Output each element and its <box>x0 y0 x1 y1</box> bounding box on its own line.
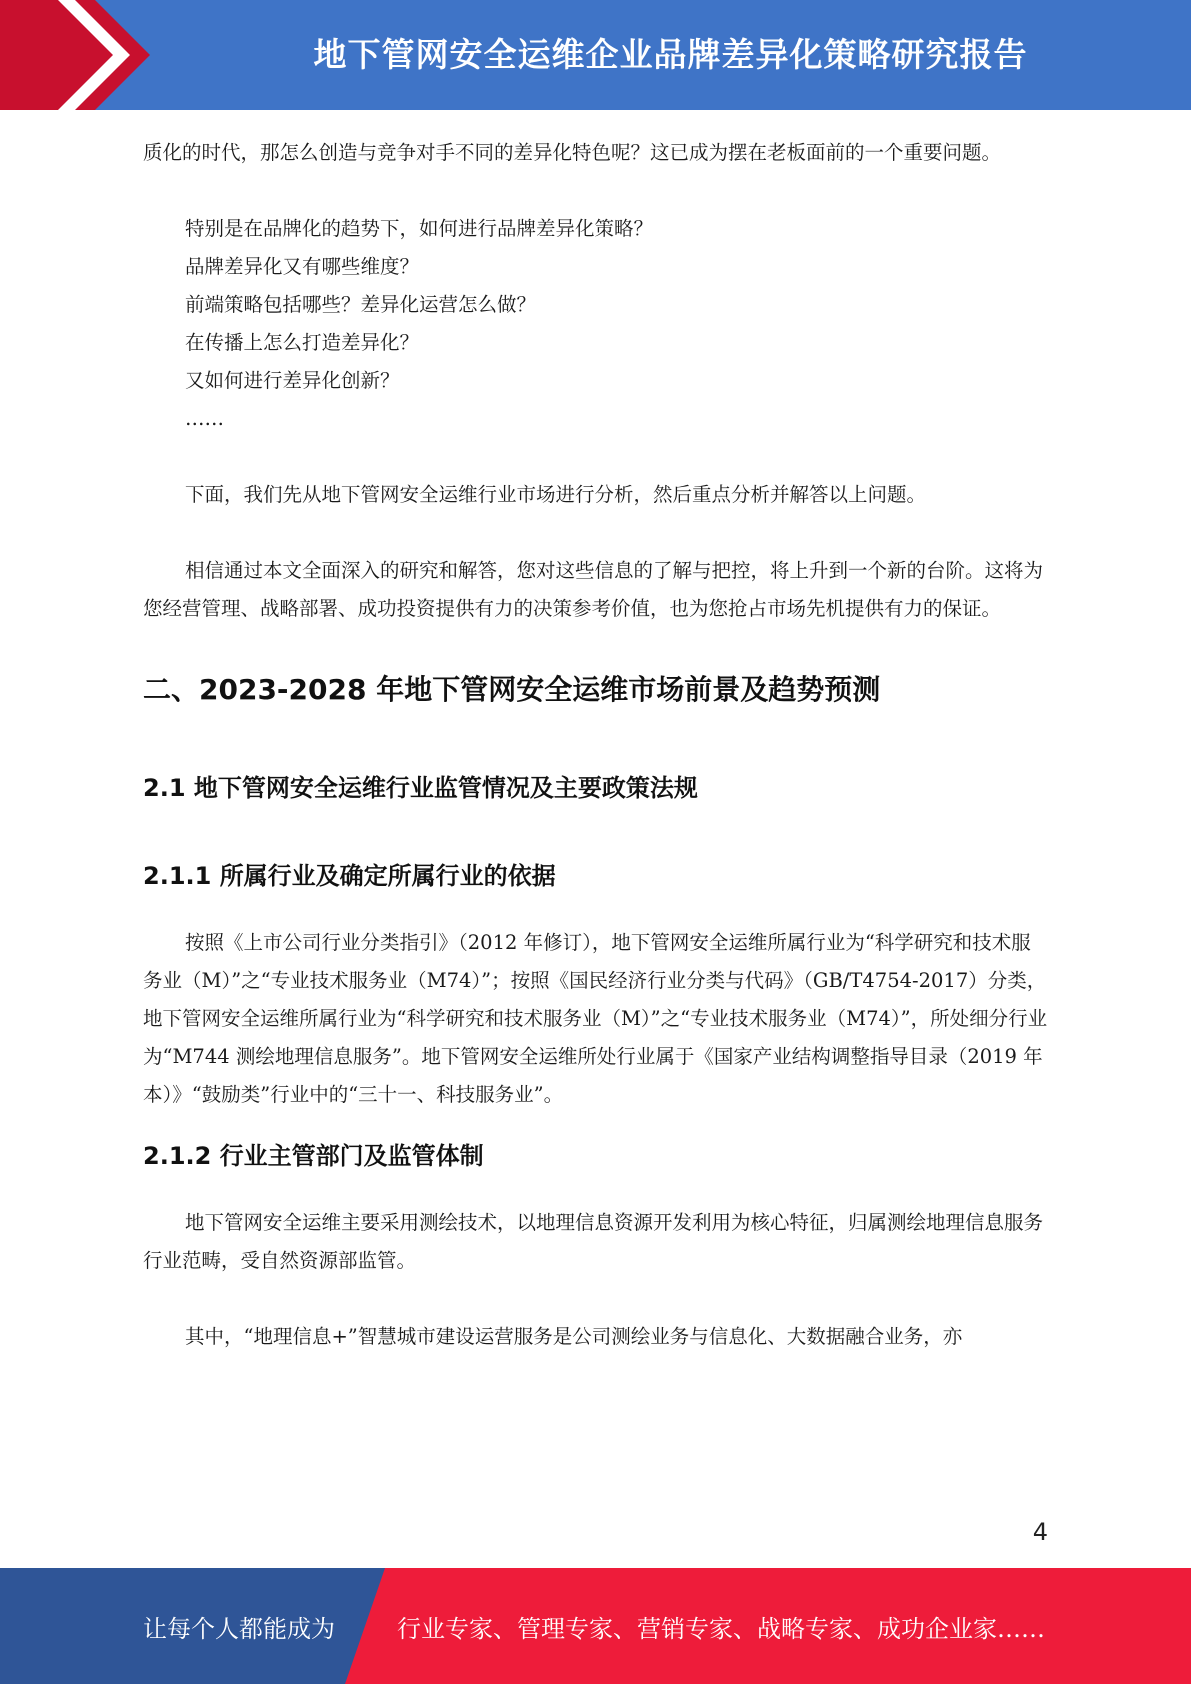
page-header <box>0 0 1191 110</box>
red-chevron-decoration <box>0 0 160 110</box>
intro-paragraph: 下面，我们先从地下管网安全运维行业市场进行分析，然后重点分析并解答以上问题。 <box>185 483 927 506</box>
question-item: …… <box>185 407 224 430</box>
body-paragraph: 按照《上市公司行业分类指引》（2012 年修订），地下管网安全运维所属行业为“科学研究和技术服务业（M）”之“专业技术服务业（M74）”；按照《国民经济行业分类与代码》（GB/T4754-2017）分类，地下管网安全运维所属行业为“科学研究和技术服务业（M）”之“专业技术服务业（M74）”，所处细分行业为“M744 测绘地理信息服务”。地下管网安全运维所处行业属于《国家产业结构调整指导目录（2019 年本）》“鼓励类”行业中的“三十一、科技服务业”。 <box>143 931 1048 1106</box>
section-heading: 二、2023-2028 年地下管网安全运维市场前景及趋势预测 <box>143 673 881 706</box>
intro-continuation: 质化的时代，那怎么创造与竞争对手不同的差异化特色呢？这已成为摆在老板面前的一个重要问题。 <box>143 141 1002 164</box>
subsubsection-heading: 2.1.1 所属行业及确定所属行业的依据 <box>143 862 556 890</box>
page-content <box>143 134 1048 1356</box>
footer-slogan-right: 行业专家、管理专家、营销专家、战略专家、成功企业家…… <box>397 1614 1045 1643</box>
page-number: 4 <box>1032 1518 1048 1546</box>
question-item: 又如何进行差异化创新？ <box>185 369 400 392</box>
question-list <box>185 210 1048 438</box>
subsection-heading: 2.1 地下管网安全运维行业监管情况及主要政策法规 <box>143 774 698 802</box>
question-item: 品牌差异化又有哪些维度？ <box>185 255 420 278</box>
body-paragraph: 其中，“地理信息+”智慧城市建设运营服务是公司测绘业务与信息化、大数据融合业务，亦 <box>185 1325 963 1348</box>
subsubsection-heading: 2.1.2 行业主管部门及监管体制 <box>143 1142 484 1170</box>
page-footer <box>0 1568 1191 1684</box>
report-title: 地下管网安全运维企业品牌差异化策略研究报告 <box>313 34 1028 74</box>
question-item: 在传播上怎么打造差异化？ <box>185 331 420 354</box>
question-item: 特别是在品牌化的趋势下，如何进行品牌差异化策略？ <box>185 217 654 240</box>
body-paragraph: 地下管网安全运维主要采用测绘技术，以地理信息资源开发利用为核心特征，归属测绘地理信息服务行业范畴，受自然资源部监管。 <box>143 1211 1044 1272</box>
footer-slogan-left: 让每个人都能成为 <box>143 1614 335 1643</box>
intro-paragraph: 相信通过本文全面深入的研究和解答，您对这些信息的了解与把控，将上升到一个新的台阶。这将为您经营管理、战略部署、成功投资提供有力的决策参考价值，也为您抢占市场先机提供有力的保证。 <box>143 559 1044 620</box>
question-item: 前端策略包括哪些？差异化运营怎么做？ <box>185 293 537 316</box>
